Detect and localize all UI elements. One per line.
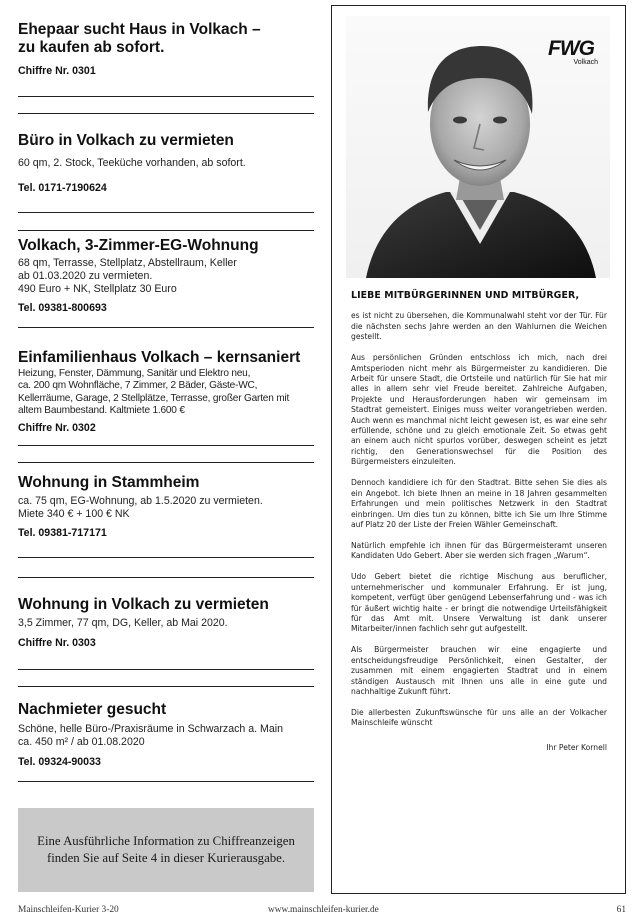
ad-body: 68 qm, Terrasse, Stellplatz, Abstellraum, Keller ab 01.03.2020 zu vermieten. 490 Euro + NK, Stellplatz 30 Euro — [18, 257, 237, 295]
classified-ad — [18, 701, 316, 768]
ad-title: Wohnung in Stammheim — [18, 474, 200, 491]
ad-body: ca. 75 qm, EG-Wohnung, ab 1.5.2020 zu vermieten. Miete 340 € + 100 € NK — [18, 495, 263, 520]
fwg-logo — [548, 38, 600, 78]
ad-body: 3,5 Zimmer, 77 qm, DG, Keller, ab Mai 2020. — [18, 617, 228, 629]
logo-wordmark: FWG — [548, 37, 594, 60]
write-in-line — [18, 669, 314, 670]
letter-paragraph: Natürlich empfehle ich ihnen für das Bürgermeisteramt unseren Kandidaten Udo Gebert. Aber sie werden sich fragen „Warum“. — [351, 540, 607, 561]
section-divider — [18, 113, 314, 114]
ad-title: Nachmieter gesucht — [18, 701, 167, 718]
ad-body: Heizung, Fenster, Dämmung, Sanitär und Elektro neu, ca. 200 qm Wohnfläche, 7 Zimmer, 2 Bäder, Gäste-WC, Kellerräume, Garage, 2 Stellplätze, Terrasse, großer Garten mit altem Baumbestand. Kaltmiete 1.600 € — [18, 368, 290, 416]
ad-contact: Tel. 09381-800693 — [18, 302, 107, 314]
ad-title: Ehepaar sucht Haus in Volkach – zu kaufen ab sofort. — [18, 21, 261, 56]
letter-paragraph: Udo Gebert bietet die richtige Mischung aus beruflicher, unternehmerischer und kommunaler Erfahrung. Er ist jung, kompetent, verfügt über genügend Lebenserfahrung und - was ich für äußert wichtig halte - er bringt die notwendige Urteilsfähigkeit für das Amt mit. Unsere Verwaltung ist dank unserer Mitarbeiter/innen fachlich sehr gut aufgestellt. — [351, 572, 607, 634]
campaign-letter-box — [331, 5, 626, 894]
classified-ad — [18, 349, 316, 434]
section-divider — [18, 686, 314, 687]
section-divider — [18, 462, 314, 463]
logo-location: Volkach — [573, 59, 598, 66]
letter-paragraph: Als Bürgermeister brauchen wir eine engagierte und entscheidungsfreudige Persönlichkeit, einen Gestalter, der zusammen mit einem engagierten Stadtrat und in einem ständigen Austausch mit Ihnen uns alle in eine gute und nachhaltige Zukunft führt. — [351, 645, 607, 696]
ad-title: Wohnung in Volkach zu vermieten — [18, 596, 269, 613]
section-divider — [18, 327, 314, 328]
letter-paragraph: Dennoch kandidiere ich für den Stadtrat. Bitte sehen Sie dies als ein Angebot. Ich biete Ihnen an meine in 18 Jahren gesammelten Erfahrungen und mein politisches Netzwerk in den Stadtrat einbringen. Um dies tun zu können, bitte ich Sie um Ihre Stimme auf Platz 20 der Liste der Freien Wähler Gemeinschaft. — [351, 478, 607, 529]
write-in-line — [18, 557, 314, 558]
section-divider — [18, 781, 314, 782]
letter-body — [351, 291, 607, 753]
ad-contact: Tel. 0171-7190624 — [18, 182, 107, 194]
footer-publication: Mainschleifen-Kurier 3-20 — [18, 905, 119, 915]
ad-contact: Tel. 09324-90033 — [18, 756, 101, 768]
page-number: 61 — [616, 905, 626, 915]
letter-signature: Ihr Peter Kornell — [546, 742, 607, 752]
letter-paragraph: Aus persönlichen Gründen entschloss ich mich, nach drei Amtsperioden nicht mehr als Bürgermeister zu kandidieren. Die Arbeit für unsere Stadt, die Ortsteile und natürlich für Sie hat mir alles in allem sehr viel Freude bereitet. Zahlreiche Aufgaben, Projekte und Herausforderungen haben wir gemeinsam im Stadtrat gemeistert. Einiges muss weiter vorangetrieben werden. Auch wenn es manchmal nicht leicht gewesen ist, es war eine sehr erfüllende, schöne und zu gleich emotionale Zeit. So etwas geht an einem auch nicht spurlos vorüber, deswegen scheint es jetzt richtig, den Generationswechsel für die Position des Bürgermeisters einzuleiten. — [351, 353, 607, 467]
ad-body: 60 qm, 2. Stock, Teeküche vorhanden, ab sofort. — [18, 157, 246, 169]
section-divider — [18, 230, 314, 231]
classified-ad — [18, 237, 316, 314]
classified-ad — [18, 596, 316, 649]
write-in-line — [18, 212, 314, 213]
section-divider — [18, 577, 314, 578]
letter-paragraph: es ist nicht zu übersehen, die Kommunalwahl steht vor der Tür. Für die nächsten sechs Jahre werden an den Wahlurnen die Weichen gestellt. — [351, 311, 607, 342]
ad-body: Schöne, helle Büro-/Praxisräume in Schwarzach a. Main ca. 450 m² / ab 01.08.2020 — [18, 723, 283, 748]
footer-website-link[interactable]: www.mainschleifen-kurier.de — [268, 905, 379, 915]
ad-contact: Chiffre Nr. 0303 — [18, 637, 96, 649]
ad-contact: Tel. 09381-717171 — [18, 527, 107, 539]
portrait-photo — [346, 16, 610, 278]
classified-ad — [18, 132, 316, 194]
write-in-line — [18, 96, 314, 97]
ad-contact: Chiffre Nr. 0302 — [18, 422, 96, 435]
letter-paragraph: Die allerbesten Zukunftswünsche für uns alle an der Volkacher Mainschleife wünscht — [351, 707, 607, 728]
info-line: Eine Ausführliche Information zu Chiffreanzeigen — [37, 834, 295, 848]
ad-title: Einfamilienhaus Volkach – kernsaniert — [18, 349, 301, 366]
ad-contact: Chiffre Nr. 0301 — [18, 65, 96, 77]
classified-ad — [18, 21, 316, 77]
letter-heading: LIEBE MITBÜRGERINNEN UND MITBÜRGER, — [351, 290, 580, 301]
chiffre-info-box — [18, 808, 314, 892]
ad-title: Volkach, 3-Zimmer-EG-Wohnung — [18, 237, 259, 254]
info-line: finden Sie auf Seite 4 in dieser Kurierausgabe. — [46, 851, 286, 865]
write-in-line — [18, 445, 314, 446]
classified-ad — [18, 474, 316, 539]
ad-title: Büro in Volkach zu vermieten — [18, 132, 234, 149]
